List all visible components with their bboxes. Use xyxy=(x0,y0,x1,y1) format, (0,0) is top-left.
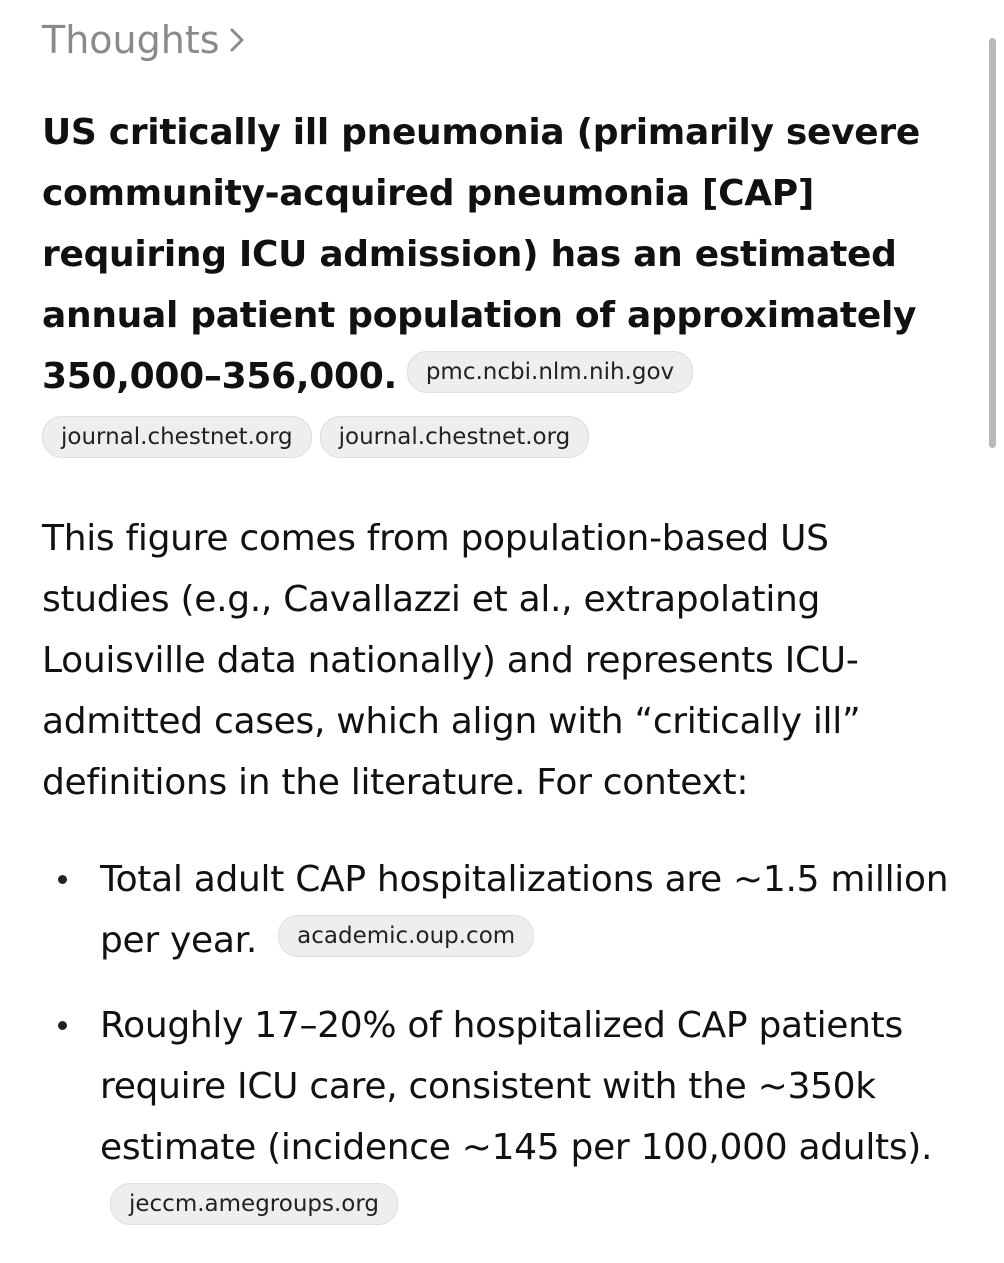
thoughts-toggle[interactable] xyxy=(42,16,244,64)
source-chip[interactable]: journal.chestnet.org xyxy=(320,416,590,458)
bullet-dot xyxy=(58,875,67,884)
source-chip-row xyxy=(42,411,962,472)
source-chip[interactable]: pmc.ncbi.nlm.nih.gov xyxy=(407,351,693,393)
chevron-right-icon xyxy=(230,28,244,52)
headline-text: US critically ill pneumonia (primarily severe community-acquired pneumonia [CAP] requiring ICU admission) has an estimated annual patient population of approximately 350,000–356,000. xyxy=(42,112,920,397)
source-chip[interactable]: jeccm.amegroups.org xyxy=(110,1183,398,1225)
scrollbar[interactable] xyxy=(989,38,996,448)
source-chip[interactable]: academic.oup.com xyxy=(278,915,534,957)
thoughts-label: Thoughts xyxy=(42,18,220,62)
bullet-list xyxy=(42,849,962,1239)
bullet-text: Roughly 17–20% of hospitalized CAP patients require ICU care, consistent with the ~350k estimate (incidence ~145 per 100,000 adults). xyxy=(100,1005,933,1168)
list-item xyxy=(42,849,962,971)
response-content xyxy=(42,0,962,1263)
list-item xyxy=(42,995,962,1239)
headline-paragraph xyxy=(42,102,962,472)
bullet-dot xyxy=(58,1021,67,1030)
context-paragraph: This figure comes from population-based US studies (e.g., Cavallazzi et al., extrapolating Louisville data nationally) and represents ICU-admitted cases, which align with “critically ill” definitions in the literature. For context: xyxy=(42,518,861,803)
bullet-text: Total adult CAP hospitalizations are ~1.5 million per year. xyxy=(100,859,949,961)
source-chip[interactable]: journal.chestnet.org xyxy=(42,416,312,458)
